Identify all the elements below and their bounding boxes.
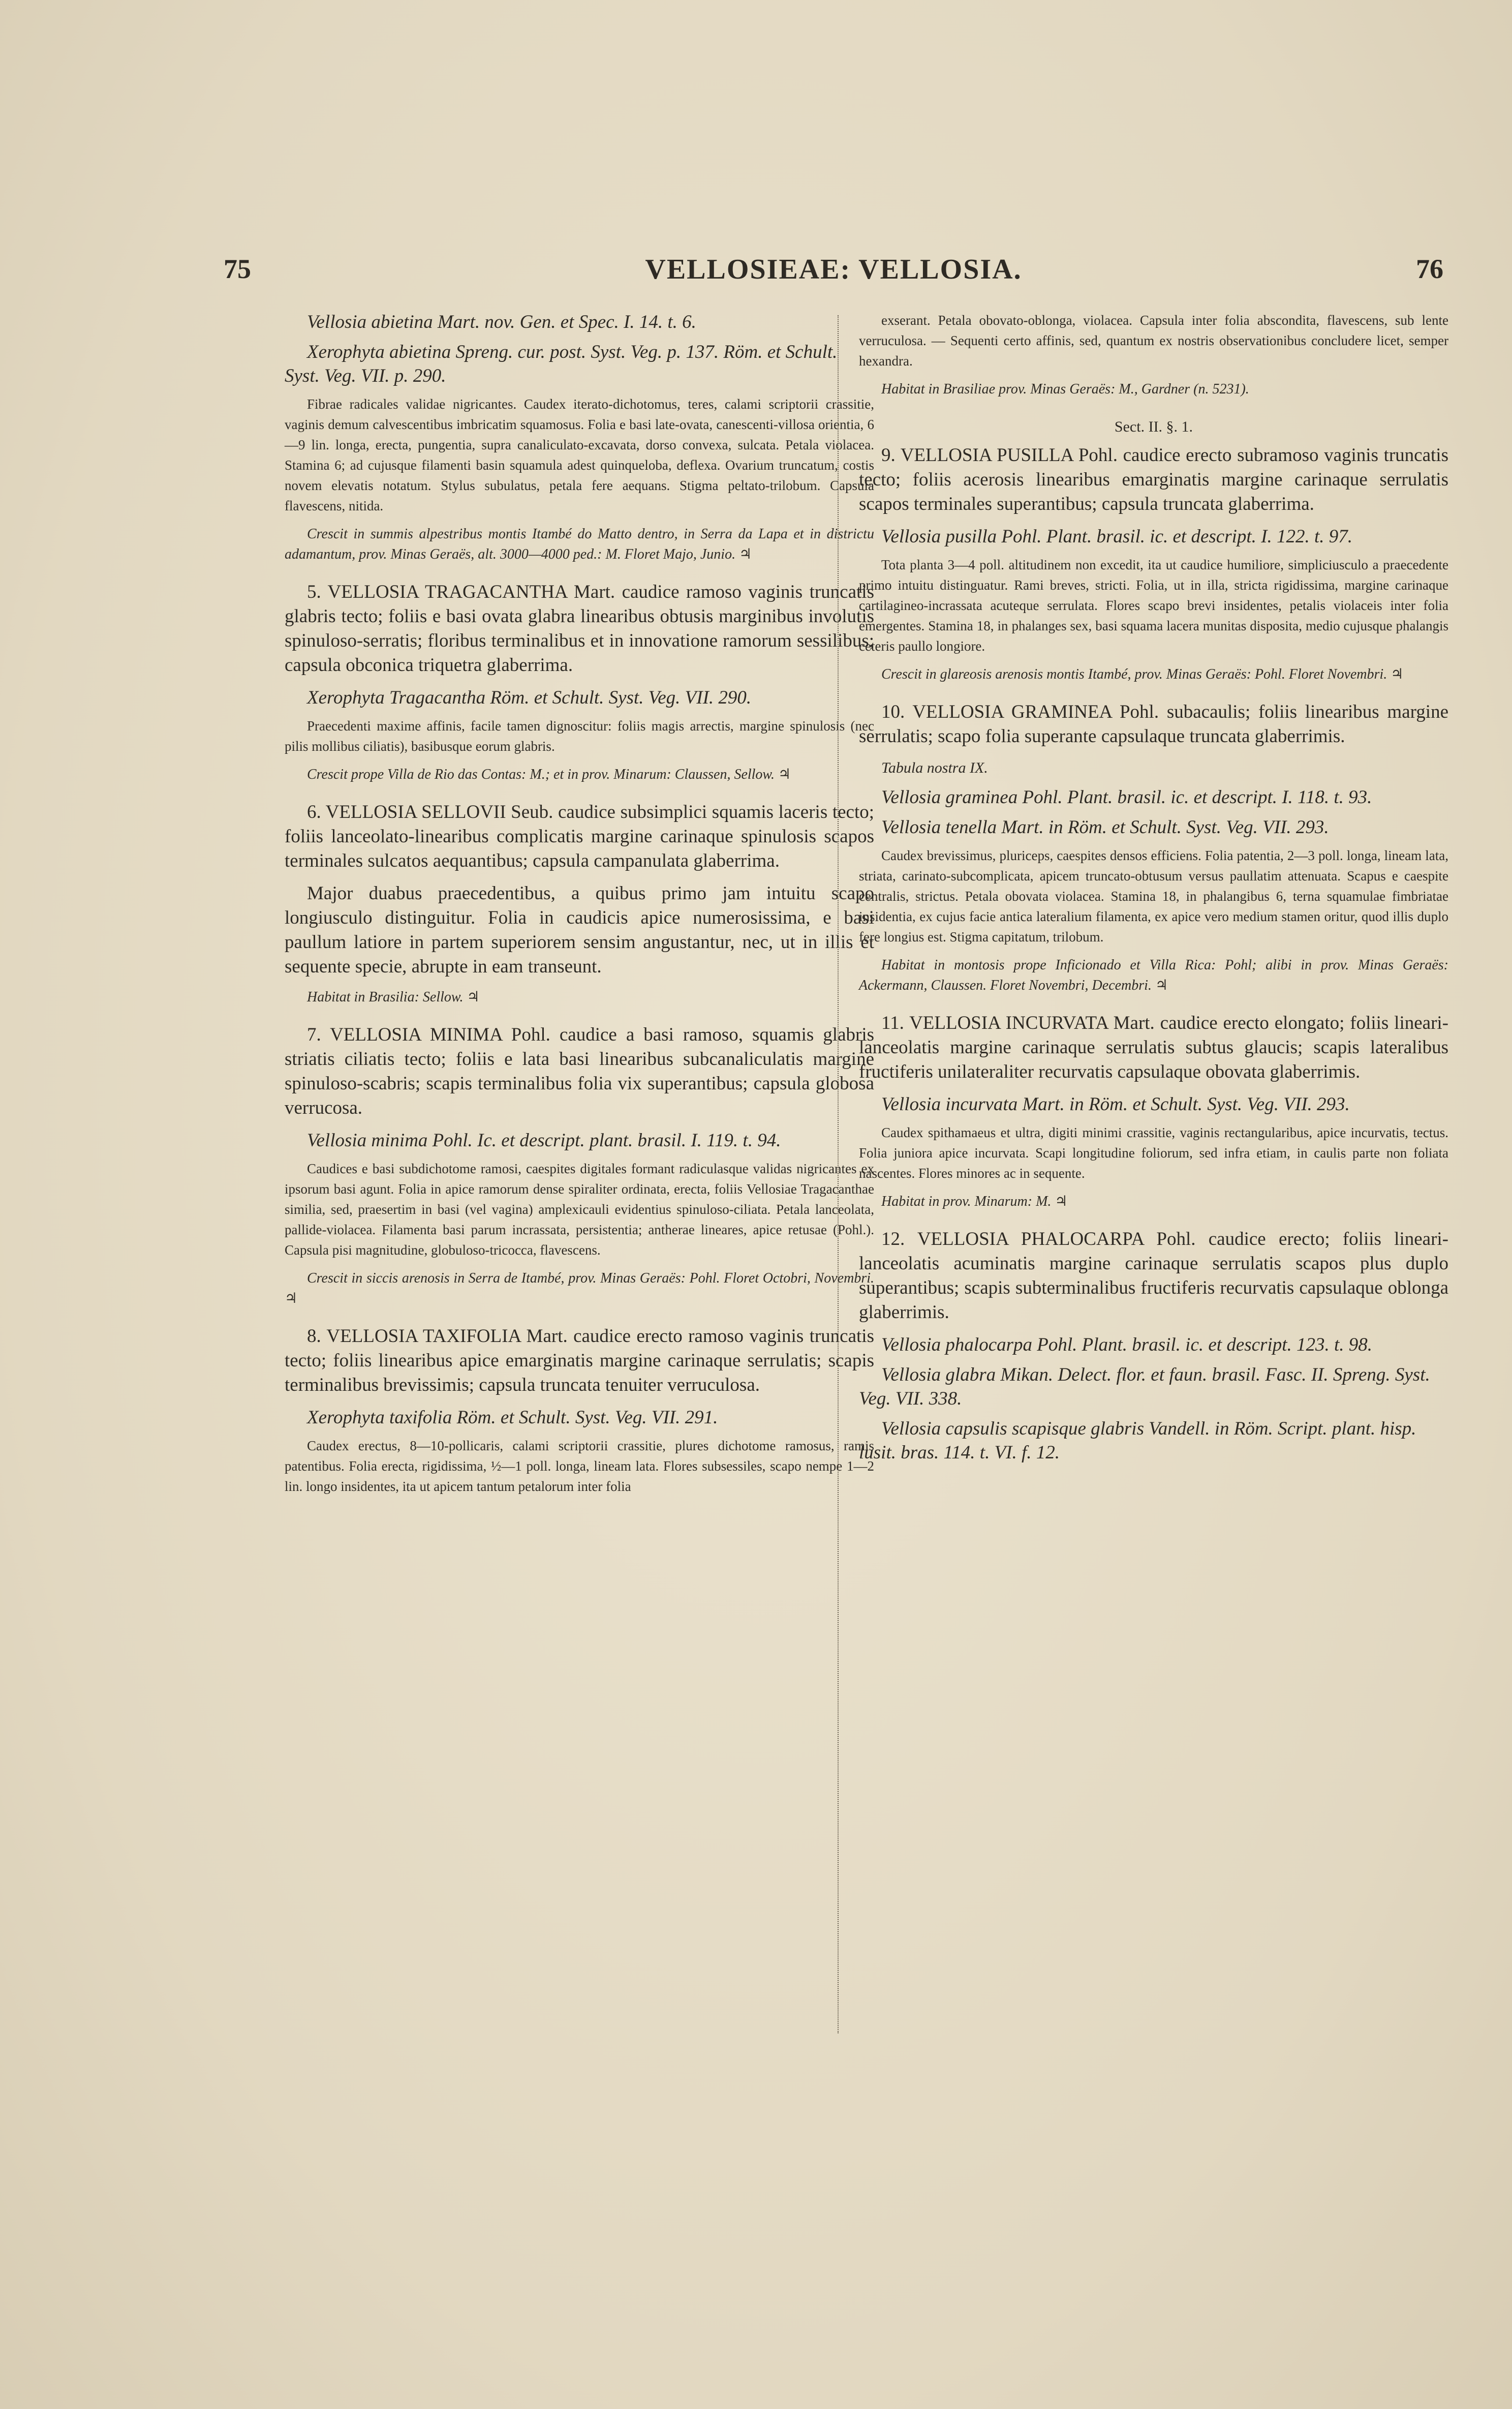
paragraph-loc: Habitat in prov. Minarum: M. ♃ [881,1194,1068,1209]
paragraph-syn: Xerophyta Tragacantha Röm. et Schult. Syst. Veg. VII. 290. [307,687,752,708]
page-number-right: 76 [1416,254,1443,284]
paragraph-loc: Habitat in Brasiliae prov. Minas Geraës: M., Gardner (n. 5231). [881,381,1249,397]
running-header [224,253,1443,289]
paragraph-loc: Habitat in montosis prope Inficionado et Villa Rica: Pohl; alibi in prov. Minas Geraës: Ackermann, Claussen. Floret Novembri, Decembri. ♃ [859,957,1448,993]
paragraph-syn: Vellosia minima Pohl. Ic. et descript. plant. brasil. I. 119. t. 94. [307,1130,781,1151]
paragraph-syn: Vellosia abietina Mart. nov. Gen. et Spec. I. 14. t. 6. [307,312,696,332]
paragraph-loc: Crescit prope Villa de Rio das Contas: M.; et in prov. Minarum: Claussen, Sellow. ♃ [307,767,791,782]
paragraph-syn: Vellosia pusilla Pohl. Plant. brasil. ic. et descript. I. 122. t. 97. [881,526,1353,547]
paragraph-loc: Crescit in siccis arenosis in Serra de Itambé, prov. Minas Geraës: Pohl. Floret Octobri, Novembri. ♃ [285,1270,874,1306]
paragraph-species: 5. VELLOSIA TRAGACANTHA Mart. caudice ramoso vaginis truncatis glabris tecto; foliis e basi ovata glabra linearibus obtusis marginibus involutis spinuloso-serratis; floribus terminalibus et in innovatione ramorum sessilibus; capsula obconica triquetra glaberrima. [285,582,874,676]
paragraph-tab: Tabula nostra IX. [881,759,988,776]
paragraph-desc: Caudex erectus, 8—10-pollicaris, calami scriptorii crassitie, plures dichotome ramosus, ramis patentibus. Folia erecta, rigidissima, ½—1 poll. longa, lineam lata. Flores subsessiles, scapo nempe 1—2 lin. longo insidentes, ita ut apicem tantum petalorum inter folia [285,1438,874,1494]
paragraph-syn: Vellosia tenella Mart. in Röm. et Schult. Syst. Veg. VII. 293. [881,817,1329,838]
paragraph-species: 10. VELLOSIA GRAMINEA Pohl. subacaulis; foliis linearibus margine serrulatis; scapo folia superante capsulaque truncata glaberrimis. [859,702,1448,747]
paragraph-syn: Vellosia incurvata Mart. in Röm. et Schult. Syst. Veg. VII. 293. [881,1094,1350,1115]
paragraph-syn: Vellosia phalocarpa Pohl. Plant. brasil. ic. et descript. 123. t. 98. [881,1334,1373,1355]
paragraph-desc: Praecedenti maxime affinis, facile tamen dignoscitur: foliis magis arrectis, margine spinulosis (nec pilis mollibus ciliatis), basibusque eorum glabris. [285,718,874,754]
paragraph-desc: Caudices e basi subdichotome ramosi, caespites digitales formant radiculasque validas nigricantes ex ipsorum basi agunt. Folia in apice ramorum dense spiraliter ordinata, erecta, foliis Vellosiae Tragacanthae similia, sed, praesertim in basi (vel vagina) amplexicauli evidentius spinuloso-ciliata. Petala lanceolata, pallide-violacea. Filamenta basi parum incrassata, persistentia; antherae lineares, apice retusae (Pohl.). Capsula pisi magnitudine, globuloso-tricocca, flavescens. [285,1161,874,1258]
paragraph-syn: Vellosia capsulis scapisque glabris Vandell. in Röm. Script. plant. hisp. lusit. bras. 114. t. VI. f. 12. [859,1418,1416,1463]
paragraph-para: Major duabus praecedentibus, a quibus primo jam intuitu scapo longiusculo distinguitur. Folia in caudicis apice numerosissima, e basi paullum latiore in partem superiorem sensim angustantur, nec, ut in illis et sequente specie, abrupte in eam transeunt. [285,883,874,977]
paragraph-desc: Caudex brevissimus, pluriceps, caespites densos efficiens. Folia patentia, 2—3 poll. longa, lineam lata, striata, carinato-subcomplicata, apicem truncato-obtusum versus paullatim attenuata. Scapus e caespite centralis, strictus. Petala obovata violacea. Stamina 18, in phalangibus 6, terna squamulae fimbriatae insidentia, ex cujus facie antica lateralium filamenta, ex apice vero medium stamen oritur, quod illis duplo fere longius est. Stigma capitatum, trilobum. [859,848,1448,944]
paragraph-loc: Crescit in summis alpestribus montis Itambé do Matto dentro, in Serra da Lapa et in districtu adamantum, prov. Minas Geraës, alt. 3000—4000 ped.: M. Floret Majo, Junio. ♃ [285,526,874,562]
paragraph-desc: Tota planta 3—4 poll. altitudinem non excedit, ita ut caudice humiliore, simpliciusculo a praecedente primo intuitu distinguatur. Rami breves, stricti. Folia, ut in illa, stricta rigidissima, margine carinaque cartilagineo-incrassata acuteque serrulata. Flores scapo brevi insidentes, petalis violaceis inter folia emergentes. Stamina 18, in phalanges sex, basi squama lacera munitas disposita, medio cujusque phalangis ceteris paullo longiore. [859,557,1448,654]
paragraph-syn: Vellosia glabra Mikan. Delect. flor. et faun. brasil. Fasc. II. Spreng. Syst. Veg. VII. 338. [859,1364,1430,1409]
paragraph-species: 6. VELLOSIA SELLOVII Seub. caudice subsimplici squamis laceris tecto; foliis lanceolato-linearibus complicatis margine carinaque spinulosis scapos terminales sulcatos aequantibus; capsula campanulata glaberrima. [285,802,874,871]
running-title: VELLOSIEAE: VELLOSIA. [645,254,1022,285]
paragraph-species: 11. VELLOSIA INCURVATA Mart. caudice erecto elongato; foliis lineari-lanceolatis margine carinaque serrulatis subtus glaucis; scapis lateralibus fructiferis unilateraliter recurvatis capsulaque obovata glaberrimis. [859,1013,1448,1082]
right-column [859,310,1448,1471]
page-number-left: 75 [224,254,251,284]
paragraph-sect: Sect. II. §. 1. [1114,418,1193,435]
paragraph-desc: Fibrae radicales validae nigricantes. Caudex iterato-dichotomus, teres, calami scriptorii crassitie, vaginis demum calvescentibus imbricatim squamosus. Folia e basi late-ovata, canescenti-villosa orientia, 6—9 lin. longa, erecta, pungentia, supra canaliculato-excavata, dorso convexa, sulcata. Petala violacea. Stamina 6; ad cujusque filamenti basin squamula adest quinqueloba, deflexa. Ovarium truncatum, costis novem elevatis notatum. Stylus subulatus, petala fere aequans. Stigma peltato-trilobum. Capsula flavescens, nitida. [285,397,874,513]
paragraph-syn: Vellosia graminea Pohl. Plant. brasil. ic. et descript. I. 118. t. 93. [881,787,1372,808]
paragraph-loc: Crescit in glareosis arenosis montis Itambé, prov. Minas Geraës: Pohl. Floret Novembri. ♃ [881,666,1404,682]
paragraph-loc: Habitat in Brasilia: Sellow. ♃ [307,989,480,1005]
paragraph-syn: Xerophyta taxifolia Röm. et Schult. Syst. Veg. VII. 291. [307,1407,718,1428]
paragraph-species: 7. VELLOSIA MINIMA Pohl. caudice a basi ramoso, squamis glabris striatis ciliatis tecto; foliis e lata basi linearibus subcanaliculatis margine spinuloso-scabris; scapis terminalibus folia vix superantibus; capsula globosa verrucosa. [285,1024,874,1118]
column-divider [838,315,839,2033]
paragraph-species: 12. VELLOSIA PHALOCARPA Pohl. caudice erecto; foliis lineari-lanceolatis acuminatis margine carinaque serrulatis scapos plus duplo superantibus; scapis subterminalibus fructiferis recurvatis capsulaque oblonga glaberrimis. [859,1229,1448,1323]
paragraph-species: 8. VELLOSIA TAXIFOLIA Mart. caudice erecto ramoso vaginis truncatis tecto; foliis linearibus apice emarginatis margine carinaque serrulatis; scapis terminalibus brevissimis; capsula truncata tenuiter verruculosa. [285,1326,874,1395]
paragraph-syn: Xerophyta abietina Spreng. cur. post. Syst. Veg. p. 137. Röm. et Schult. Syst. Veg. VII. p. 290. [285,342,838,386]
paragraph-desc: exserant. Petala obovato-oblonga, violacea. Capsula inter folia abscondita, flavescens, sub lente verruculosa. — Sequenti certo affinis, sed, quantum ex nostris observationibus concludere licet, semper hexandra. [859,313,1448,369]
left-column [285,310,874,1505]
paragraph-desc: Caudex spithamaeus et ultra, digiti minimi crassitie, vaginis rectangularibus, apice incurvatis, tectus. Folia juniora apice incurvata. Scapi longitudine foliorum, sed infra etiam, in caulis parte non foliata nascentes. Flores minores ac in sequente. [859,1125,1448,1181]
paragraph-species: 9. VELLOSIA PUSILLA Pohl. caudice erecto subramoso vaginis truncatis tecto; foliis acerosis linearibus emarginatis margine carinaque serrulatis scapos terminales superantibus; capsula truncata glaberrima. [859,445,1448,514]
